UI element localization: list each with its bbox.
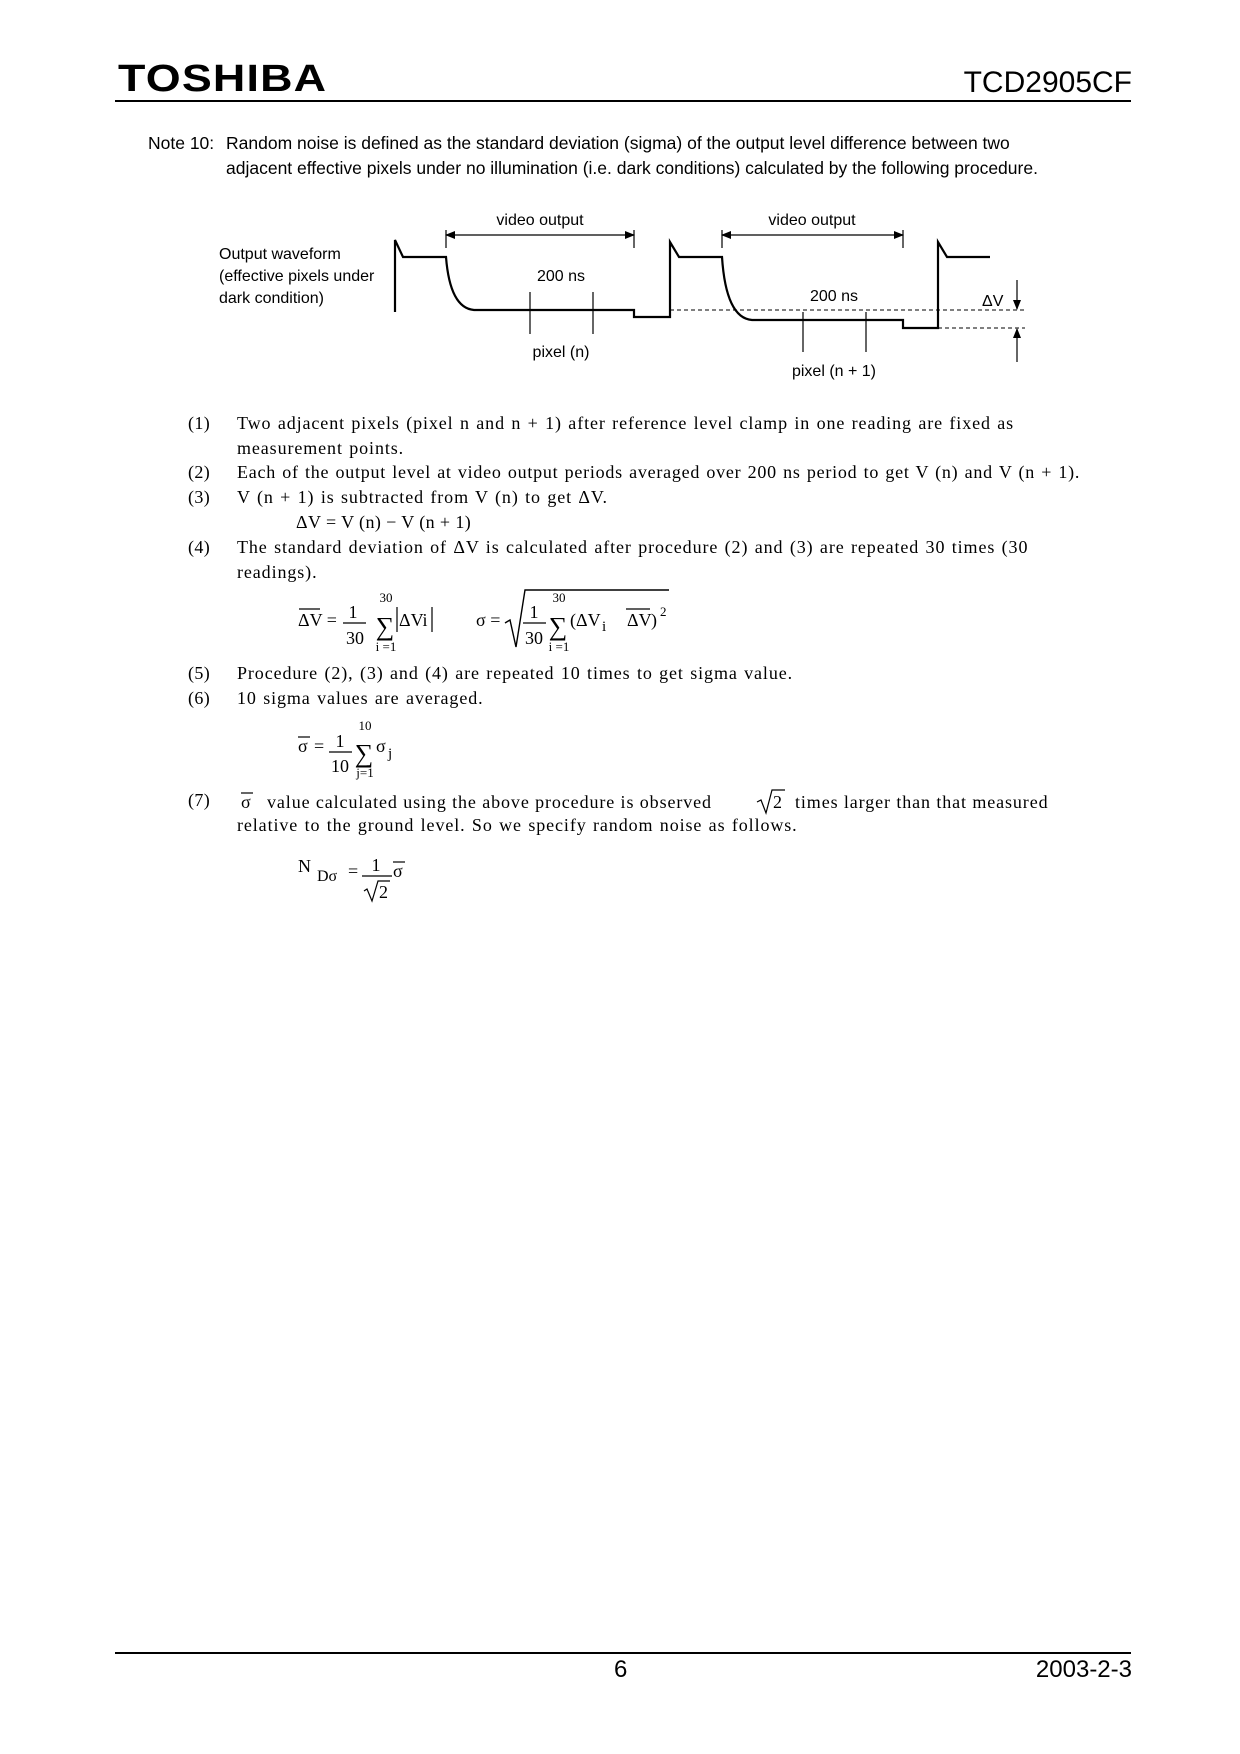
sigma-avg-frac-den: 10 (331, 756, 349, 776)
step-2-number: (2) (188, 462, 211, 482)
header-rule (115, 100, 1131, 102)
waveform-caption-line2: (effective pixels under (219, 268, 375, 285)
dv-sum-upper: 30 (379, 590, 393, 605)
sigma-avg-sum-upper: 10 (358, 718, 372, 733)
step-7-text-line2: relative to the ground level. So we specify random noise as follows. (237, 815, 798, 835)
step-6-number: (6) (188, 688, 211, 708)
sigma-sum-symbol: ∑ (548, 612, 568, 641)
page-number: 6 (614, 1656, 628, 1683)
duration-label-1: 200 ns (536, 268, 586, 285)
sigma-j: σ (376, 736, 386, 756)
dv-sum-lower: i =1 (375, 639, 397, 654)
step-3-equation: ΔV = V (n) − V (n + 1) (296, 512, 472, 532)
note-text-line1: Random noise is defined as the standard deviation (sigma) of the output level difference between two (226, 133, 1010, 153)
sigma-bar-lhs: σ (298, 736, 308, 756)
sigma-frac-den: 30 (525, 628, 543, 648)
sigma-dvi: (ΔV (570, 610, 601, 630)
step-5-text: Procedure (2), (3) and (4) are repeated 10 times to get sigma value. (237, 663, 794, 683)
waveform-caption-line3: dark condition) (219, 290, 324, 307)
pixel-n-label: pixel (n) (532, 344, 590, 361)
nd-eq: = (348, 861, 359, 881)
step-1-number: (1) (188, 413, 211, 433)
sigma-avg-sum-symbol: ∑ (354, 739, 374, 768)
step-7-sigma-bar: σ (241, 792, 251, 812)
sigma-lhs: σ = (476, 610, 501, 630)
formula-sigma-average (0, 713, 1240, 783)
dv-sum-symbol: ∑ (375, 612, 395, 641)
step-2-text: Each of the output level at video output periods averaged over 200 ns period to get V (n) and V (n + 1). (237, 462, 1081, 482)
sigma-square: 2 (660, 604, 667, 619)
waveform-caption-line1: Output waveform (219, 246, 341, 263)
sigma-sum-upper: 30 (552, 590, 566, 605)
step-4-text-line2: readings). (237, 562, 318, 582)
note-text-line2: adjacent effective pixels under no illumination (i.e. dark conditions) calculated by the following procedure. (226, 158, 1038, 178)
step-3-text: V (n + 1) is subtracted from V (n) to get ΔV. (237, 487, 608, 507)
note-label: Note 10: (148, 133, 215, 153)
toshiba-logo: TOSHIBA (118, 58, 328, 100)
sigma-sum-lower: i =1 (548, 639, 570, 654)
dv-abs-term: ΔVi (399, 610, 428, 630)
step-7-sqrt-value: 2 (773, 792, 782, 812)
footer-rule (115, 1652, 1131, 1654)
sigma-avg-sum-lower: j=1 (356, 765, 374, 780)
step-1-text-line2: measurement points. (237, 438, 405, 458)
sigma-close-paren: ) (651, 610, 657, 630)
sigma-bar-eq: = (314, 736, 325, 756)
nd-sqrt-value: 2 (379, 882, 388, 902)
dv-bar-lhs: ΔV = (298, 610, 337, 630)
step-7-number: (7) (188, 790, 211, 810)
step-7-line1 (0, 782, 1240, 816)
step-3-number: (3) (188, 487, 211, 507)
step-1-text-line1: Two adjacent pixels (pixel n and n + 1) after reference level clamp in one reading are fixed as (237, 413, 1015, 433)
document-date: 2003-2-3 (1035, 1656, 1132, 1683)
step-4-number: (4) (188, 537, 211, 557)
dv-frac-den: 30 (346, 628, 364, 648)
nd-frac-num: 1 (371, 855, 381, 875)
output-waveform-diagram (0, 200, 1240, 390)
formula-nd-sigma (0, 845, 1240, 905)
part-number: TCD2905CF (963, 66, 1132, 99)
pixel-n1-label: pixel (n + 1) (791, 363, 877, 380)
step-6-text: 10 sigma values are averaged. (237, 688, 484, 708)
sigma-frac-num: 1 (529, 602, 539, 622)
step-4-text-line1: The standard deviation of ΔV is calculated after procedure (2) and (3) are repeated 30 times (30 (237, 537, 1029, 557)
duration-label-2: 200 ns (809, 288, 859, 305)
sigma-j-sub: j (388, 746, 393, 762)
dv-frac-num: 1 (348, 602, 358, 622)
video-output-label-1: video output (496, 212, 584, 229)
video-output-label-2: video output (768, 212, 856, 229)
nd-sigma: σ (393, 861, 403, 881)
sigma-avg-frac-num: 1 (335, 731, 345, 751)
delta-v-label: ΔV (982, 293, 1004, 310)
step-5-number: (5) (188, 663, 211, 683)
sigma-dvi-sub: i (602, 619, 607, 635)
sigma-dv-bar: ΔV (627, 610, 652, 630)
step-7-text-part1: value calculated using the above procedure is observed (267, 792, 712, 812)
nd-sub: Dσ (317, 868, 338, 885)
formula-dv-sigma (0, 585, 1240, 660)
step-7-text-part2: times larger than that measured (795, 792, 1049, 812)
nd-n: N (298, 856, 311, 876)
waveform-trace (395, 240, 990, 328)
